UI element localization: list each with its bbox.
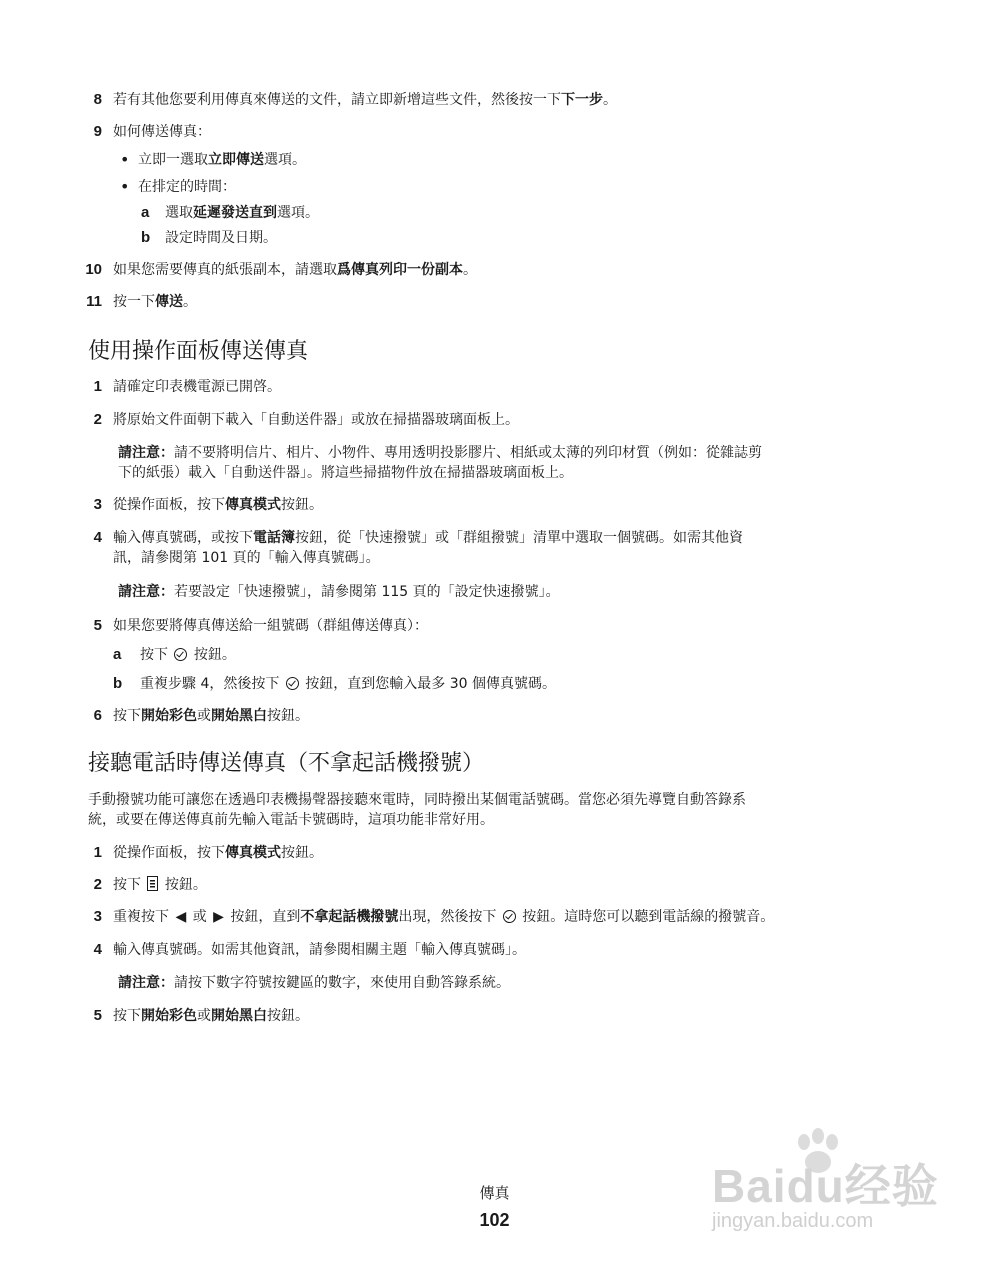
step-text-mid2: 出現，然後按下	[398, 909, 497, 925]
step-text-mid: 按鈕，直到	[230, 909, 301, 925]
on-hook-dial-label: 不拿起話機撥號	[300, 909, 399, 925]
step-text: 按下	[113, 708, 141, 724]
check-icon	[286, 677, 299, 690]
right-arrow-icon: ▶	[213, 909, 224, 925]
page-number: 102	[479, 1210, 510, 1230]
menu-icon	[147, 876, 158, 891]
substep-text: 選取	[165, 205, 193, 221]
intro-line1: 手動撥號功能可讓您在透過印表機揚聲器接聽來電時，同時撥出某個電話號碼。當您必須先導覽自動答錄系	[88, 792, 746, 808]
substep-text: 按下	[140, 647, 168, 663]
bullet-text-end: 選項。	[264, 152, 306, 168]
footer-chapter-title: 傳真	[479, 1184, 510, 1202]
step-text: 將原始文件面朝下載入「自動送件器」或放在掃描器玻璃面板上。	[113, 412, 519, 428]
check-icon	[503, 910, 516, 923]
step-text-end: 按鈕。	[267, 708, 309, 724]
substep-letter: b	[113, 675, 123, 692]
send-now-option: 立即傳送	[208, 152, 264, 168]
step-number: 5	[93, 1007, 102, 1024]
step-text-end: 按鈕。	[281, 845, 323, 861]
left-arrow-icon: ◀	[175, 909, 187, 925]
step-text: 若有其他您要利用傳真來傳送的文件，請立即新增這些文件，然後按一下	[113, 92, 561, 108]
note-answering-system	[118, 973, 510, 993]
bullet-icon: •	[120, 177, 130, 196]
or-text: 或	[197, 1008, 211, 1024]
bullet-text: 立即一選取	[138, 152, 208, 168]
step-text-end: 按鈕。	[267, 1008, 309, 1024]
bullet-text: 在排定的時間：	[138, 179, 236, 195]
step-number: 8	[93, 91, 102, 108]
start-black-label: 開始黑白	[211, 708, 267, 724]
step-number: 11	[86, 293, 102, 310]
substep-text: 設定時間及日期。	[165, 230, 277, 246]
step-number: 6	[93, 707, 102, 724]
step-text-line2: 訊，請參閱第 101 頁的「輸入傳真號碼」。	[113, 550, 380, 566]
step-number: 3	[93, 908, 102, 925]
note-label: 請注意：	[118, 445, 174, 461]
step-text-end: 按鈕。	[281, 497, 323, 513]
step-text: 輸入傳真號碼。如需其他資訊，請參閱相關主題「輸入傳真號碼」。	[113, 942, 526, 958]
start-black-label: 開始黑白	[211, 1008, 267, 1024]
substep-letter: a	[141, 204, 150, 221]
step-text-end: 按鈕。	[164, 877, 207, 893]
step-text-end: 。	[463, 262, 477, 278]
phonebook-label: 電話簿	[253, 530, 295, 546]
step-text: 輸入傳真號碼，或按下	[113, 530, 253, 546]
step-number: 10	[85, 261, 102, 278]
fax-mode-label: 傳真模式	[225, 845, 281, 861]
watermark-url: jingyan.baidu.com	[712, 1210, 874, 1232]
substep-letter: a	[113, 646, 122, 663]
note-text: 若要設定「快速撥號」，請參閱第 115 頁的「設定快速撥號」。	[174, 584, 560, 600]
step-text: 如果您要將傳真傳送給一組號碼（群組傳送傳真）：	[113, 618, 428, 634]
step-text: 請確定印表機電源已開啓。	[113, 379, 281, 395]
step-number: 1	[93, 378, 102, 395]
note-label: 請注意：	[118, 584, 174, 600]
check-icon	[174, 648, 187, 661]
intro-paragraph	[88, 790, 746, 830]
note-adf	[118, 443, 762, 483]
start-color-label: 開始彩色	[141, 708, 197, 724]
step-text: 從操作面板，按下	[113, 845, 225, 861]
step-number: 2	[93, 876, 102, 893]
step-text-cont: 按鈕，從「快速撥號」或「群組撥號」清單中選取一個號碼。如需其他資	[295, 530, 743, 546]
print-copy-option: 爲傳真列印一份副本	[337, 262, 463, 278]
step-number: 4	[93, 529, 102, 546]
watermark-brand: Baidu经验	[712, 1160, 939, 1212]
section-heading-on-hook-dial: 接聽電話時傳送傳真（不拿起話機撥號）	[88, 751, 485, 776]
fax-mode-label: 傳真模式	[225, 497, 281, 513]
start-color-label: 開始彩色	[141, 1008, 197, 1024]
step-number: 2	[93, 411, 102, 428]
substep-text-end: 選項。	[277, 205, 319, 221]
step-number: 1	[93, 844, 102, 861]
substep-letter: b	[141, 229, 151, 246]
step-number: 9	[93, 123, 102, 140]
note-speed-dial	[118, 582, 560, 602]
send-label: 傳送	[155, 294, 183, 310]
section-heading-control-panel: 使用操作面板傳送傳真	[88, 339, 309, 364]
intro-line2: 統，或要在傳送傳真前先輸入電話卡號碼時，這項功能非常好用。	[88, 812, 494, 828]
punct: 。	[603, 92, 617, 108]
substep-text-end: 按鈕。	[193, 647, 236, 663]
step-text: 按下	[113, 1008, 141, 1024]
step-text: 如何傳送傳真：	[113, 124, 211, 140]
step-number: 4	[93, 941, 102, 958]
delay-send-option: 延遲發送直到	[193, 205, 277, 221]
bullet-icon: •	[120, 150, 130, 169]
note-text: 請不要將明信片、相片、小物件、專用透明投影膠片、相紙或太薄的列印材質（例如：從雜誌剪	[174, 445, 762, 461]
step-text: 如果您需要傳真的紙張副本，請選取	[113, 262, 337, 278]
step-text-end: 按鈕。這時您可以聽到電話線的撥號音。	[522, 909, 775, 925]
step-number: 5	[93, 617, 102, 634]
note-text-line2: 下的紙張）載入「自動送件器」。將這些掃描物件放在掃描器玻璃面板上。	[118, 465, 573, 481]
note-label: 請注意：	[118, 975, 174, 991]
or-text: 或	[192, 909, 207, 925]
substep-text: 重複步驟 4，然後按下	[140, 676, 280, 692]
substep-text-end: 按鈕，直到您輸入最多 30 個傳真號碼。	[305, 676, 556, 692]
step-text: 重複按下	[113, 909, 169, 925]
step-text: 按下	[113, 877, 141, 893]
note-text: 請按下數字符號按鍵區的數字，來使用自動答錄系統。	[174, 975, 510, 991]
step-text: 按一下	[113, 294, 155, 310]
step-text: 從操作面板，按下	[113, 497, 225, 513]
next-step-label: 下一步	[561, 92, 603, 108]
or-text: 或	[197, 708, 211, 724]
step-text-end: 。	[183, 294, 197, 310]
step-number: 3	[93, 496, 102, 513]
